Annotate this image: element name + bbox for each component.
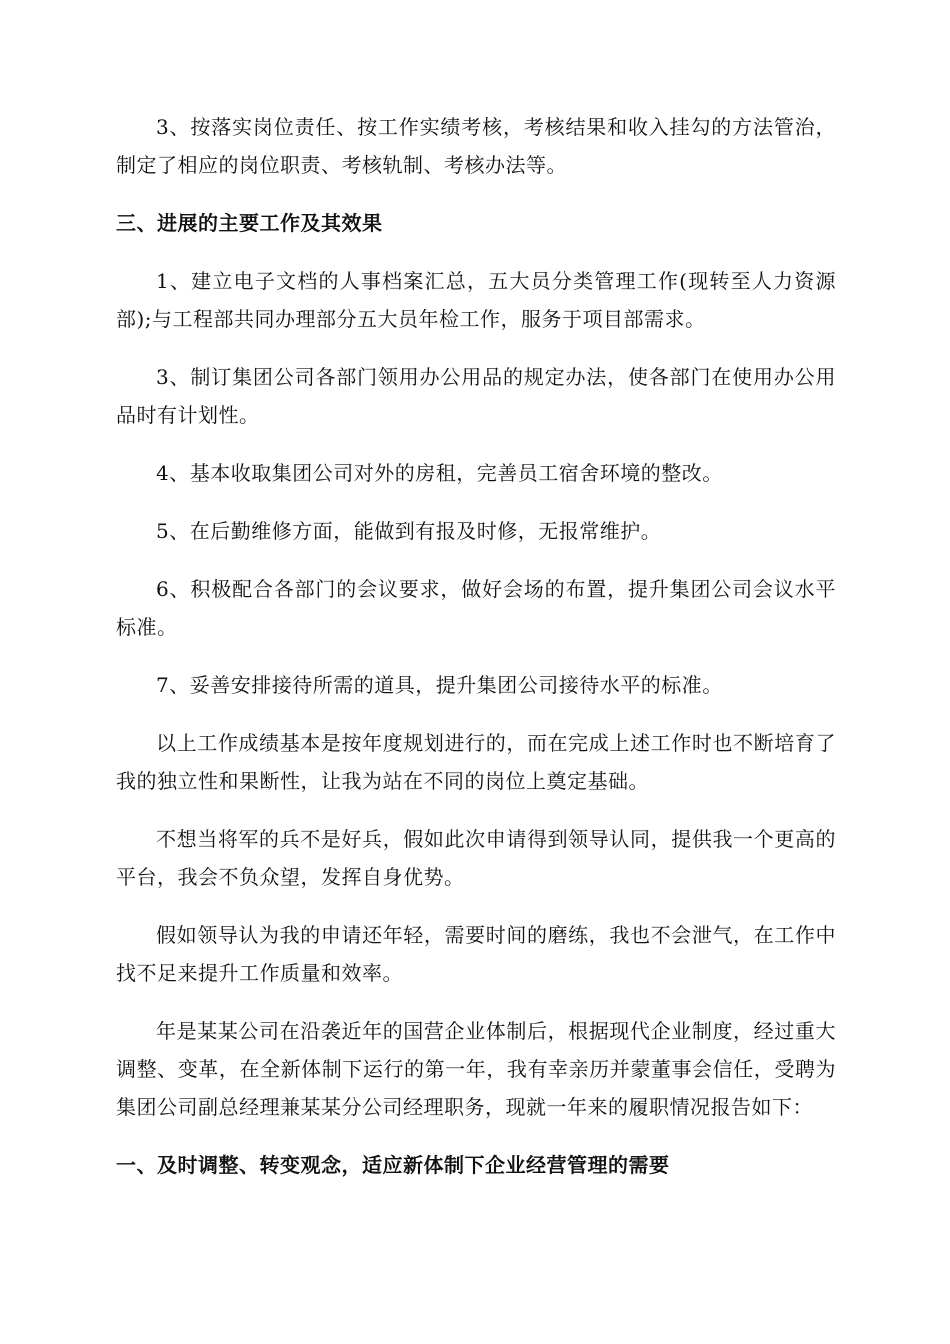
paragraph-post-responsibility: 3、按落实岗位责任、按工作实绩考核，考核结果和收入挂勾的方法管治，制定了相应的岗位职责、考核轨制、考核办法等。 xyxy=(116,115,836,177)
paragraph-perseverance: 假如领导认为我的申请还年轻，需要时间的磨练，我也不会泄气，在工作中找不足来提升工作质量和效率。 xyxy=(116,923,836,985)
section-heading-adjust-concepts: 一、及时调整、转变观念，适应新体制下企业经营管理的需要 xyxy=(116,1153,670,1177)
paragraph-item-5: 5、在后勤维修方面，能做到有报及时修，无报常维护。 xyxy=(156,519,662,543)
paragraph-summary: 以上工作成绩基本是按年度规划进行的，而在完成上述工作时也不断培育了我的独立性和果断性，让我为站在不同的岗位上奠定基础。 xyxy=(116,731,836,793)
section-heading-main-work: 三、进展的主要工作及其效果 xyxy=(116,211,383,235)
paragraph-item-7: 7、妥善安排接待所需的道具，提升集团公司接待水平的标准。 xyxy=(156,673,723,697)
paragraph-report-intro: 年是某某公司在沿袭近年的国营企业体制后，根据现代企业制度，经过重大调整、变革，在全新体制下运行的第一年，我有幸亲历并蒙董事会信任，受聘为集团公司副总经理兼某某分公司经理职务，现就一年来的履职情况报告如下： xyxy=(116,1019,836,1119)
paragraph-item-6: 6、积极配合各部门的会议要求，做好会场的布置，提升集团公司会议水平标准。 xyxy=(116,577,836,639)
paragraph-item-4: 4、基本收取集团公司对外的房租，完善员工宿舍环境的整改。 xyxy=(156,461,723,485)
paragraph-item-3: 3、制订集团公司各部门领用办公用品的规定办法，使各部门在使用办公用品时有计划性。 xyxy=(116,365,836,427)
document-page xyxy=(116,108,836,1204)
paragraph-item-1: 1、建立电子文档的人事档案汇总，五大员分类管理工作(现转至人力资源部);与工程部共同办理部分五大员年检工作，服务于项目部需求。 xyxy=(116,269,836,331)
paragraph-ambition: 不想当将军的兵不是好兵，假如此次申请得到领导认同，提供我一个更高的平台，我会不负众望，发挥自身优势。 xyxy=(116,827,836,889)
